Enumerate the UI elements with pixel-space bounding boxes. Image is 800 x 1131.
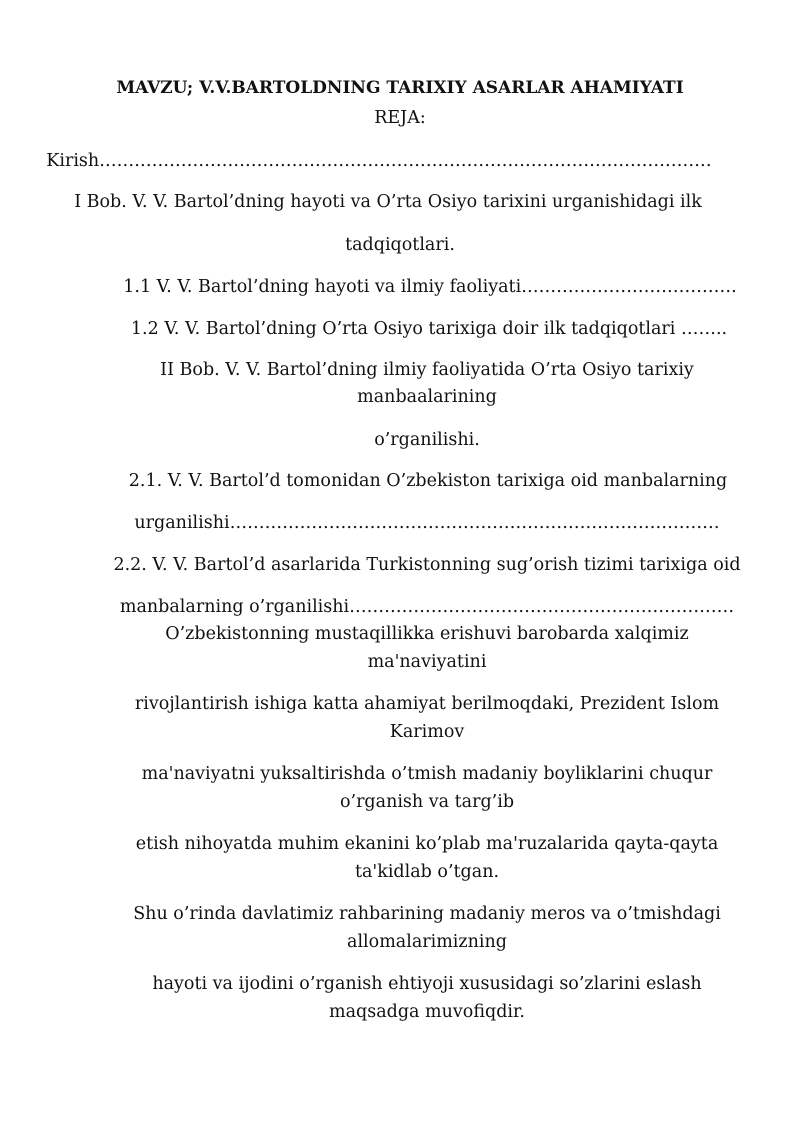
toc-chapter2-line1: II Bob. V. V. Bartol’dning ilmiy faoliyatida O’rta Osiyo tarixiy xyxy=(160,360,694,380)
body-line: allomalarimizning xyxy=(347,932,507,952)
toc-section-2-1-line2: urganilishi………………………………………………………………………… xyxy=(134,513,720,533)
body-line: Karimov xyxy=(389,722,465,742)
document-title: MAVZU; V.V.BARTOLDNING TARIXIY ASARLAR AHAMIYATI xyxy=(116,78,684,98)
body-line: o’rganish va targ’ib xyxy=(339,792,515,812)
body-line: etish nihoyatda muhim ekanini ko’plab ma'ruzalarida qayta-qayta xyxy=(135,834,719,854)
toc-section-1-2: 1.2 V. V. Bartol’dning O’rta Osiyo tarixiga doir ilk tadqiqotlari …….. xyxy=(130,319,728,339)
body-line: rivojlantirish ishiga katta ahamiyat berilmoqdaki, Prezident Islom xyxy=(134,694,720,714)
toc-section-1-1: 1.1 V. V. Bartol’dning hayoti va ilmiy faoliyati………………………………. xyxy=(123,277,737,297)
body-line: ta'kidlab o’tgan. xyxy=(354,862,500,882)
body-line: ma'naviyatini xyxy=(367,652,487,672)
toc-intro: Kirish…………………………………………………………………………………………… xyxy=(46,151,712,171)
body-line: Shu o’rinda davlatimiz rahbarining madaniy meros va o’tmishdagi xyxy=(133,904,721,924)
body-line: O’zbekistonning mustaqillikka erishuvi barobarda xalqimiz xyxy=(165,624,689,644)
toc-section-2-1-line1: 2.1. V. V. Bartol’d tomonidan O’zbekiston tarixiga oid manbalarning xyxy=(128,471,728,491)
plan-heading: REJA: xyxy=(374,108,426,128)
toc-chapter1-line1: I Bob. V. V. Bartol’dning hayoti va O’rta Osiyo tarixini urganishidagi ilk xyxy=(74,192,702,212)
toc-chapter2-line2: manbaalarining xyxy=(357,387,497,407)
toc-chapter2-line3: o’rganilishi. xyxy=(374,430,480,450)
toc-section-2-2-line1: 2.2. V. V. Bartol’d asarlarida Turkistonning sug’orish tizimi tarixiga oid xyxy=(113,555,741,575)
body-line: hayoti va ijodini o’rganish ehtiyoji xususidagi so’zlarini eslash xyxy=(152,974,702,994)
toc-section-2-2-line2: manbalarning o’rganilishi………………………………………………………… xyxy=(119,597,735,617)
body-line: maqsadga muvofiqdir. xyxy=(328,1002,525,1022)
body-line: ma'naviyatni yuksaltirishda o’tmish madaniy boyliklarini chuqur xyxy=(141,764,713,784)
toc-chapter1-line2: tadqiqotlari. xyxy=(345,235,455,255)
